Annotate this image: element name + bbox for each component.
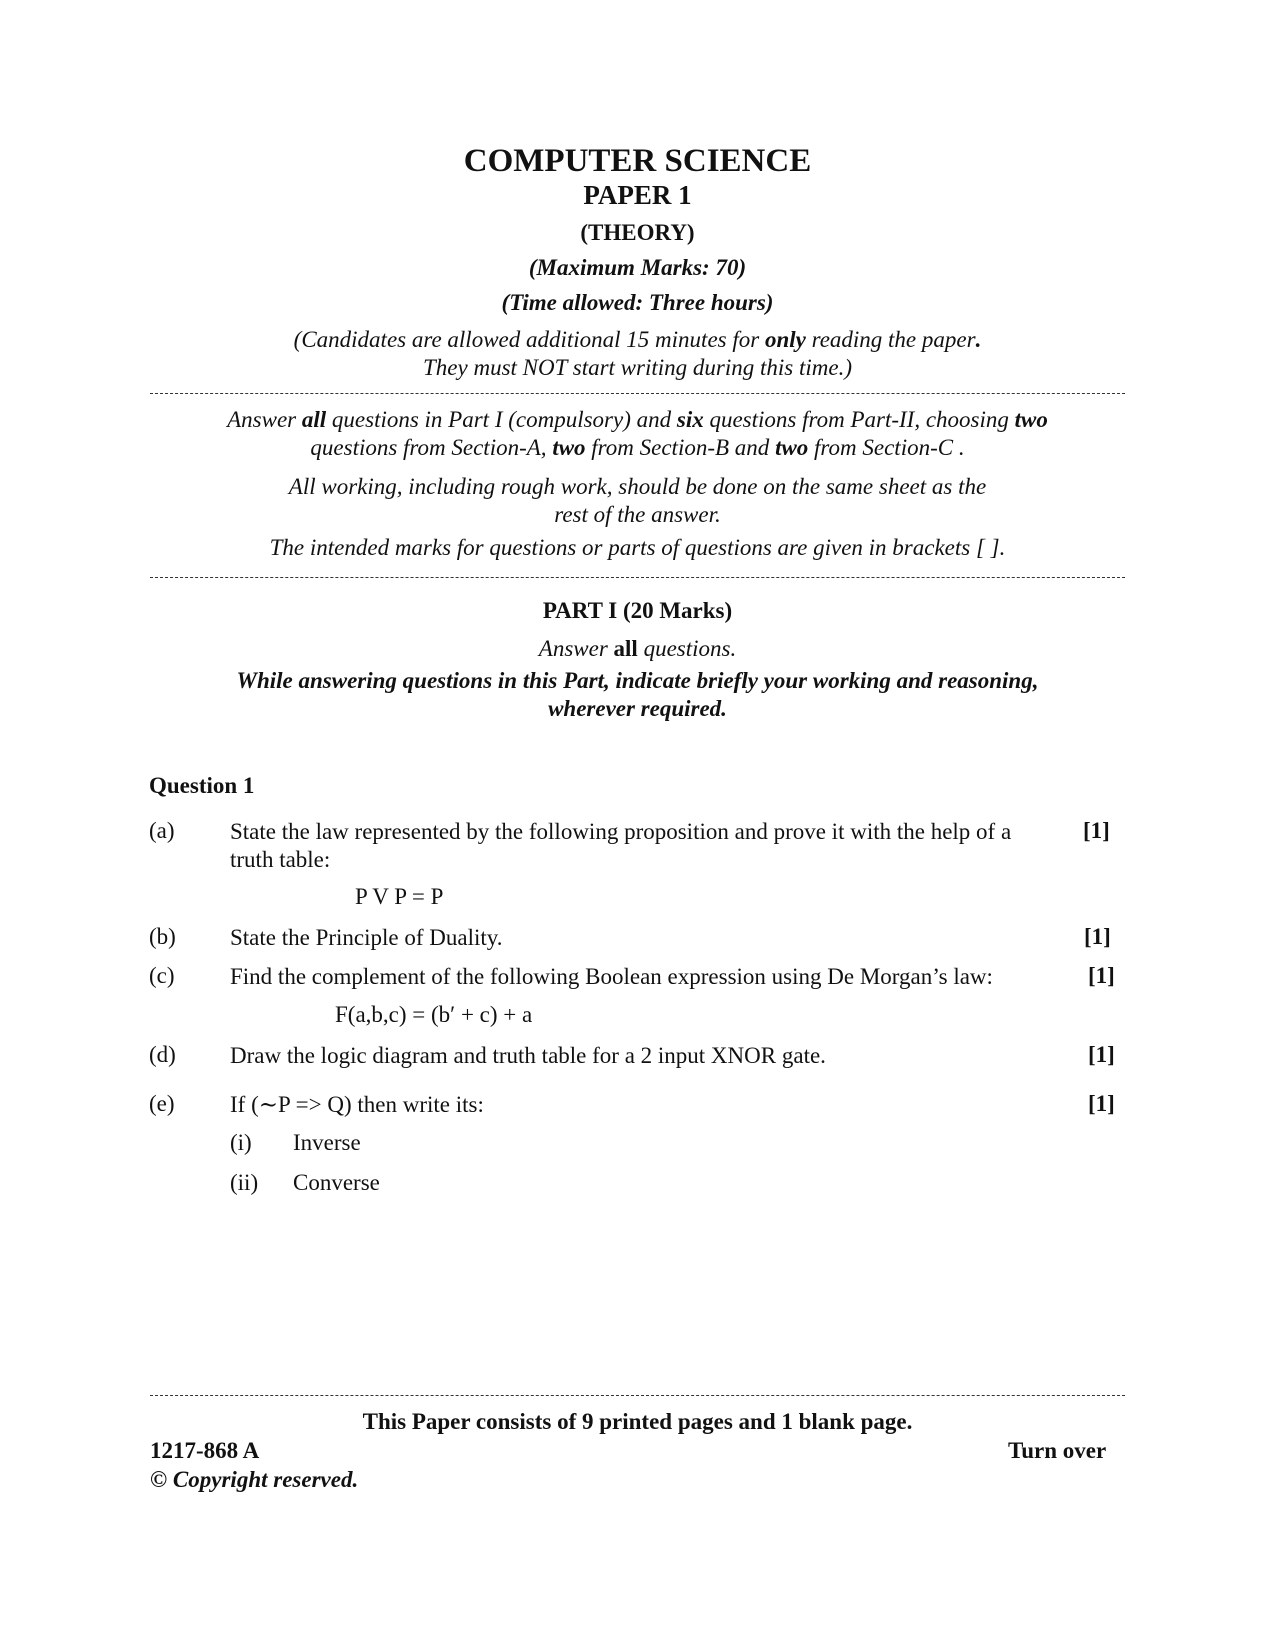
divider-top [150, 393, 1125, 394]
question-1e-sub-text: Converse [293, 1170, 380, 1195]
instruction-text: Answer [227, 407, 302, 432]
reading-note-text: reading the paper [805, 327, 976, 352]
instruction-2-line1: All working, including rough work, should be done on the same sheet as the [288, 474, 987, 499]
question-1e-sub-label: (ii) [230, 1170, 259, 1195]
part1-answer-emphasis: all [613, 636, 638, 661]
question-1b-text: State the Principle of Duality. [230, 925, 503, 950]
footer-copyright: © Copyright reserved. [150, 1467, 359, 1492]
part1-answer-all [150, 634, 1125, 663]
instruction-emphasis: all [301, 407, 327, 432]
instruction-1-line1 [150, 405, 1125, 434]
paper-number: PAPER 1 [583, 180, 692, 210]
part1-title: PART I (20 Marks) [542, 598, 733, 623]
divider-middle [150, 577, 1125, 578]
instruction-text: questions from Part-II, choosing [703, 407, 1015, 432]
question-1d-text: Draw the logic diagram and truth table for a 2 input XNOR gate. [230, 1043, 826, 1068]
question-1a-text: State the law represented by the following proposition and prove it with the help of a truth table: [230, 819, 1012, 872]
divider-footer [150, 1395, 1125, 1396]
question-1e-sub-text: Inverse [293, 1130, 361, 1155]
part1-note-line1: While answering questions in this Part, indicate briefly your working and reasoning, [236, 668, 1039, 693]
instruction-3: The intended marks for questions or parts of questions are given in brackets [ ]. [269, 535, 1006, 560]
time-allowed: (Time allowed: Three hours) [501, 290, 774, 315]
question-1a-marks: [1] [1083, 818, 1110, 843]
reading-note-period: . [975, 327, 982, 352]
question-1c-formula: F(a,b,c) = (b′ + c) + a [335, 1002, 533, 1027]
question-1a-formula: P V P = P [355, 884, 444, 909]
instruction-2-line2: rest of the answer. [554, 502, 721, 527]
question-1-heading: Question 1 [149, 773, 255, 798]
question-1e-marks: [1] [1088, 1091, 1115, 1116]
question-1b-label: (b) [149, 924, 176, 949]
subject-title: COMPUTER SCIENCE [463, 143, 812, 179]
question-1e-sub-label: (i) [230, 1130, 252, 1155]
instruction-text: from Section-C . [808, 435, 965, 460]
question-1e-text: If (∼P => Q) then write its: [230, 1092, 484, 1117]
footer-paper-code: 1217-868 A [150, 1438, 260, 1463]
question-1c-marks: [1] [1088, 963, 1115, 988]
instruction-text: from Section-B and [585, 435, 776, 460]
question-1c-label: (c) [149, 963, 175, 988]
reading-note-text: (Candidates are allowed additional 15 minutes for [293, 327, 765, 352]
footer-page-count: This Paper consists of 9 printed pages and 1 blank page. [362, 1409, 913, 1434]
question-1a-label: (a) [149, 818, 175, 843]
instruction-emphasis: two [552, 435, 586, 460]
instruction-emphasis: two [1014, 407, 1048, 432]
reading-note-emphasis: only [764, 327, 806, 352]
max-marks: (Maximum Marks: 70) [528, 255, 747, 280]
question-1c-text: Find the complement of the following Boolean expression using De Morgan’s law: [230, 964, 993, 989]
instruction-1-line2 [150, 433, 1125, 462]
part1-answer-text: questions. [637, 636, 737, 661]
reading-note-line2: They must NOT start writing during this time.) [423, 355, 852, 380]
instruction-text: questions from Section-A, [310, 435, 553, 460]
paper-type: (THEORY) [580, 220, 695, 245]
instruction-text: questions in Part I (compulsory) and [326, 407, 677, 432]
instruction-emphasis: six [676, 407, 704, 432]
part1-note-line2: wherever required. [548, 696, 727, 721]
footer-turn-over: Turn over [1008, 1438, 1107, 1463]
instruction-emphasis: two [775, 435, 809, 460]
question-1b-marks: [1] [1084, 924, 1111, 949]
reading-note-line1 [150, 325, 1125, 354]
question-1d-marks: [1] [1088, 1042, 1115, 1067]
question-1d-label: (d) [149, 1042, 176, 1067]
part1-answer-text: Answer [538, 636, 614, 661]
question-1e-label: (e) [149, 1091, 175, 1116]
